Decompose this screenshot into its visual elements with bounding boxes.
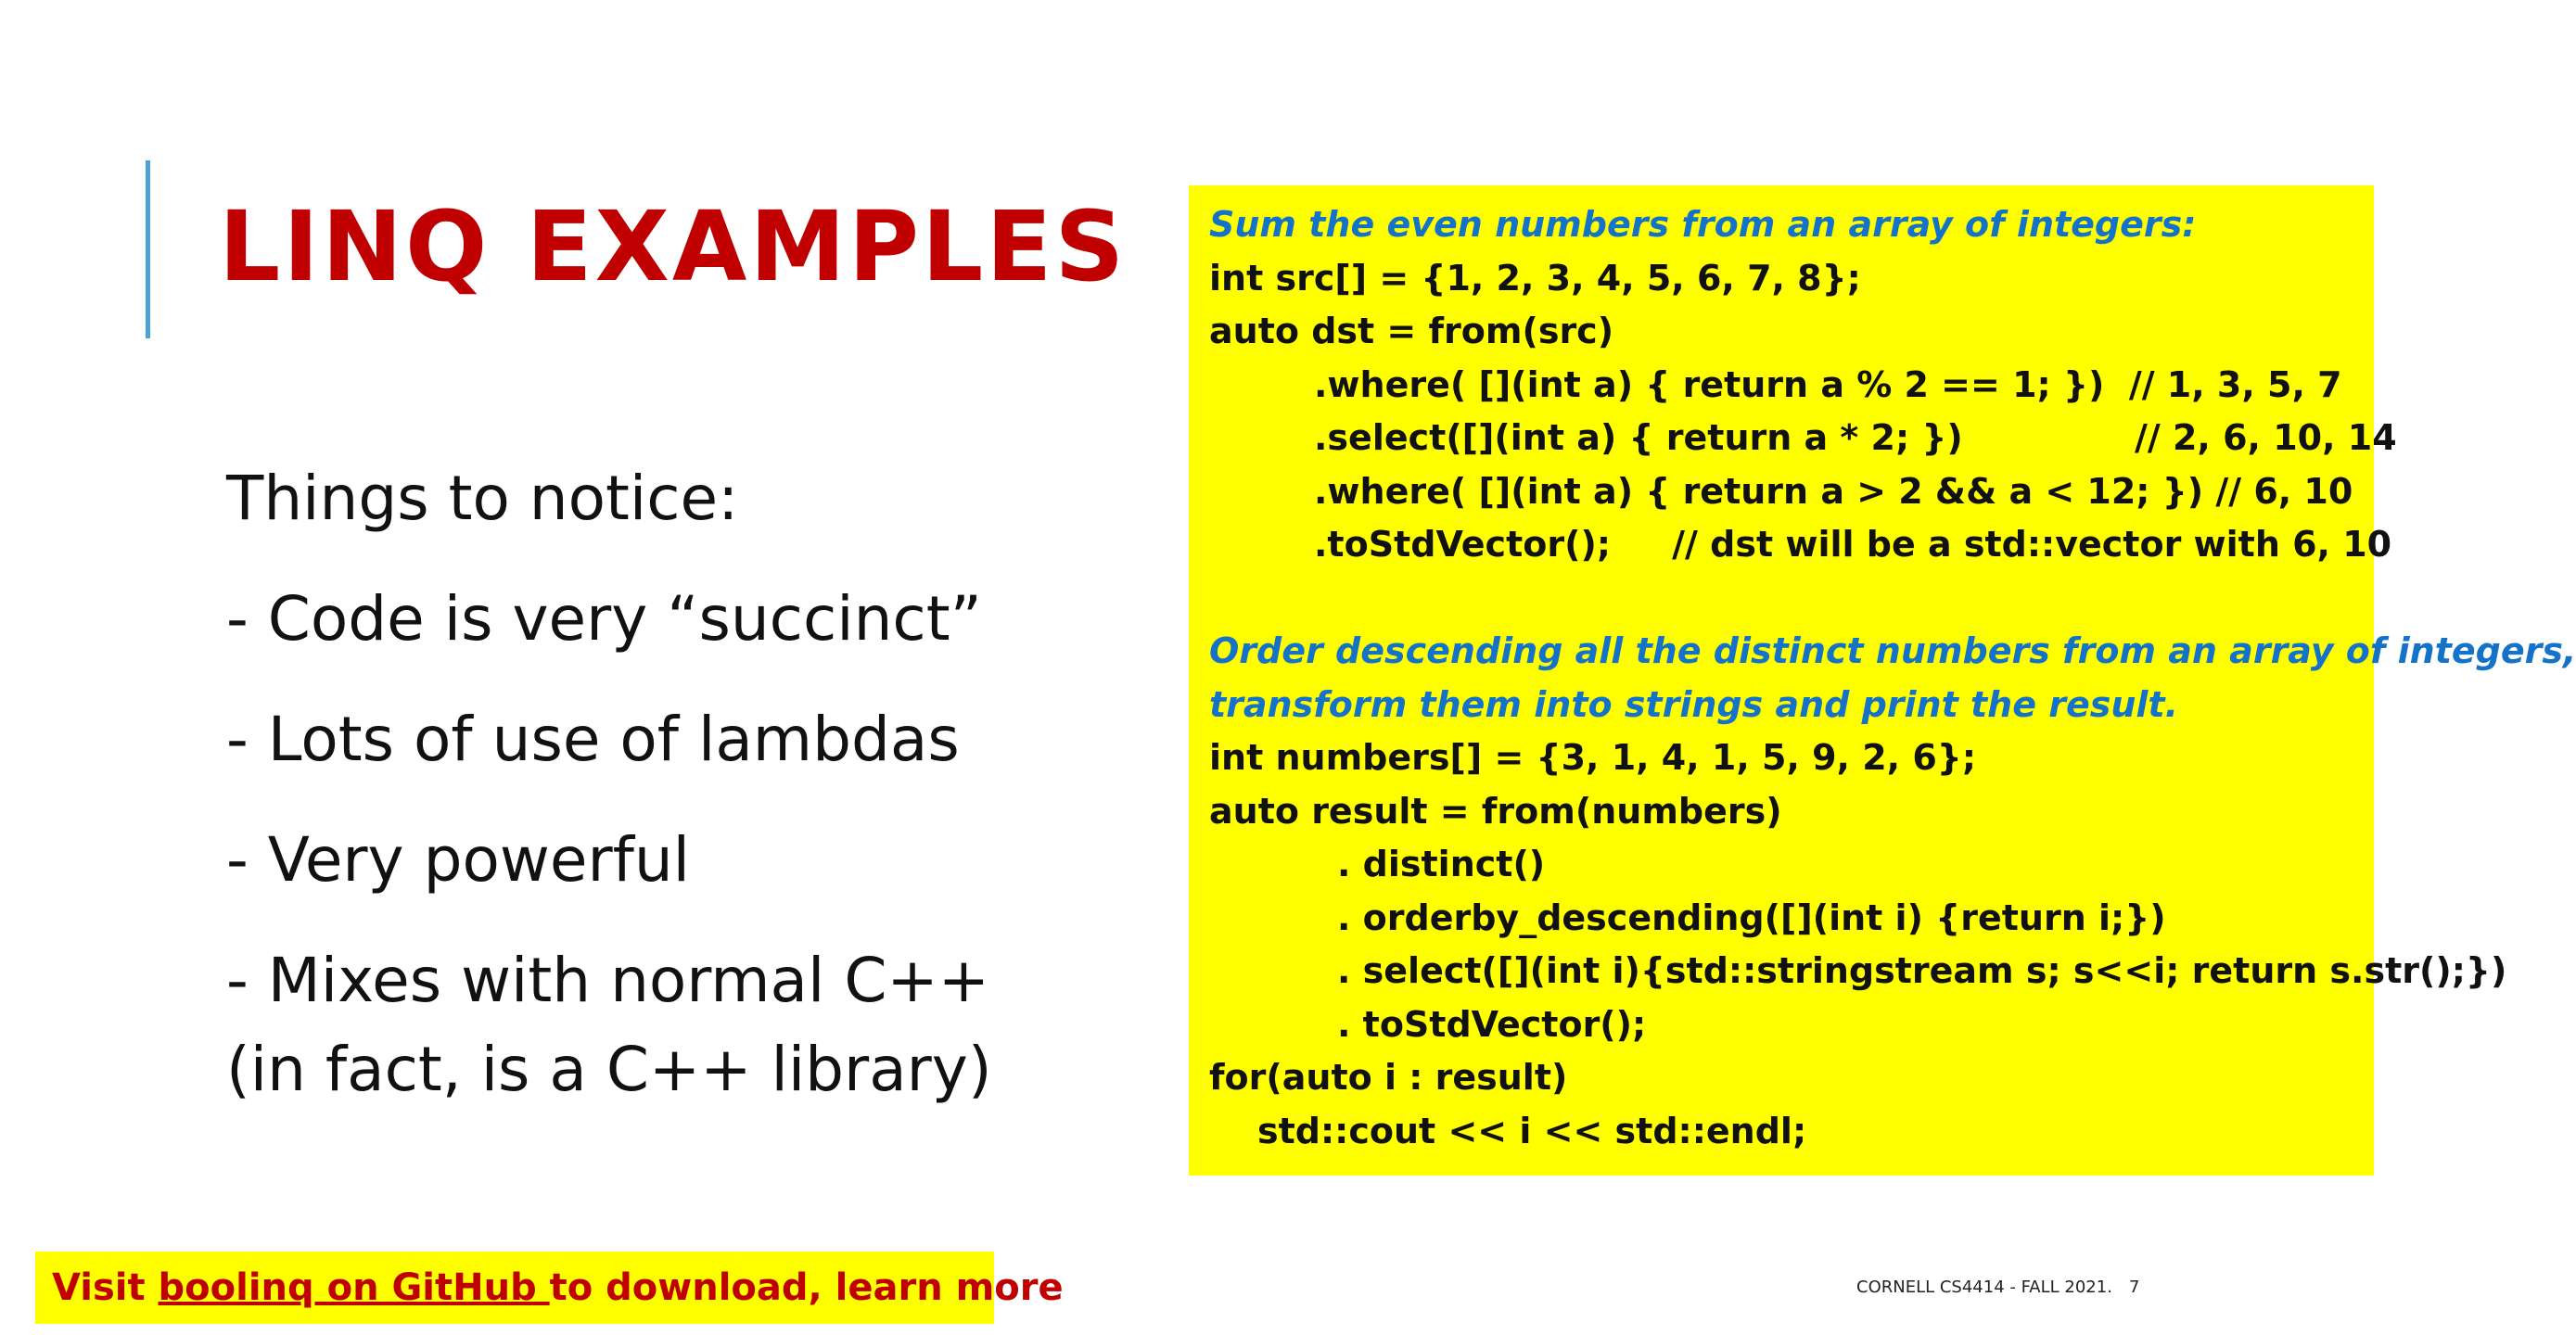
bullet-mixes-cpp: - Mixes with normal C++	[226, 945, 990, 1016]
code-line: . toStdVector();	[1337, 1003, 1647, 1045]
bullet-cpp-library: (in fact, is a C++ library)	[226, 1034, 992, 1105]
code-line: .where( [](int a) { return a % 2 == 1; }) // 1, 3, 5, 7	[1314, 363, 2342, 405]
visit-prefix: Visit	[52, 1266, 159, 1309]
title-accent-bar	[146, 160, 150, 338]
visit-suffix: to download, learn more	[549, 1266, 1064, 1309]
code-line: std::cout << i << std::endl;	[1257, 1110, 1807, 1151]
code-line: .select([](int a) { return a * 2; }) // 2, 6, 10, 14	[1314, 417, 2397, 458]
code-comment: Sum the even numbers from an array of integers:	[1209, 204, 2197, 245]
visit-banner	[35, 1252, 1064, 1324]
code-comment: Order descending all the distinct numbers from an array of integers,	[1209, 630, 2576, 671]
slide-title: LINQ EXAMPLES	[219, 190, 1128, 303]
code-example-box	[1189, 185, 2576, 1176]
code-comment: transform them into strings and print the result.	[1209, 683, 2179, 725]
code-line: . orderby_descending([](int i) {return i;})	[1337, 896, 2166, 938]
code-line: . select([](int i){std::stringstream s; s<<i; return s.str();})	[1337, 950, 2507, 991]
code-blank-line	[1209, 572, 2374, 626]
code-line: . distinct()	[1337, 844, 1546, 884]
bullet-lambdas: - Lots of use of lambdas	[226, 704, 960, 775]
github-link[interactable]: boolinq on GitHub	[158, 1266, 550, 1309]
bullet-intro: Things to notice:	[226, 463, 739, 534]
code-line: int src[] = {1, 2, 3, 4, 5, 6, 7, 8};	[1209, 257, 1861, 299]
code-line: .where( [](int a) { return a > 2 && a < 12; }) // 6, 10	[1314, 470, 2353, 512]
code-line: auto dst = from(src)	[1209, 311, 1614, 351]
code-line: .toStdVector(); // dst will be a std::vector with 6, 10	[1314, 524, 2392, 565]
bullet-succinct: - Code is very “succinct”	[226, 583, 982, 655]
code-line: for(auto i : result)	[1209, 1057, 1568, 1098]
footer-course-label: CORNELL CS4414 - FALL 2021.	[1856, 1278, 2112, 1297]
bullet-list	[226, 454, 1154, 1114]
code-line: int numbers[] = {3, 1, 4, 1, 5, 9, 2, 6};	[1209, 737, 1977, 778]
page-number: 7	[2129, 1278, 2140, 1297]
code-line: auto result = from(numbers)	[1209, 790, 1782, 832]
bullet-powerful: - Very powerful	[226, 824, 690, 896]
